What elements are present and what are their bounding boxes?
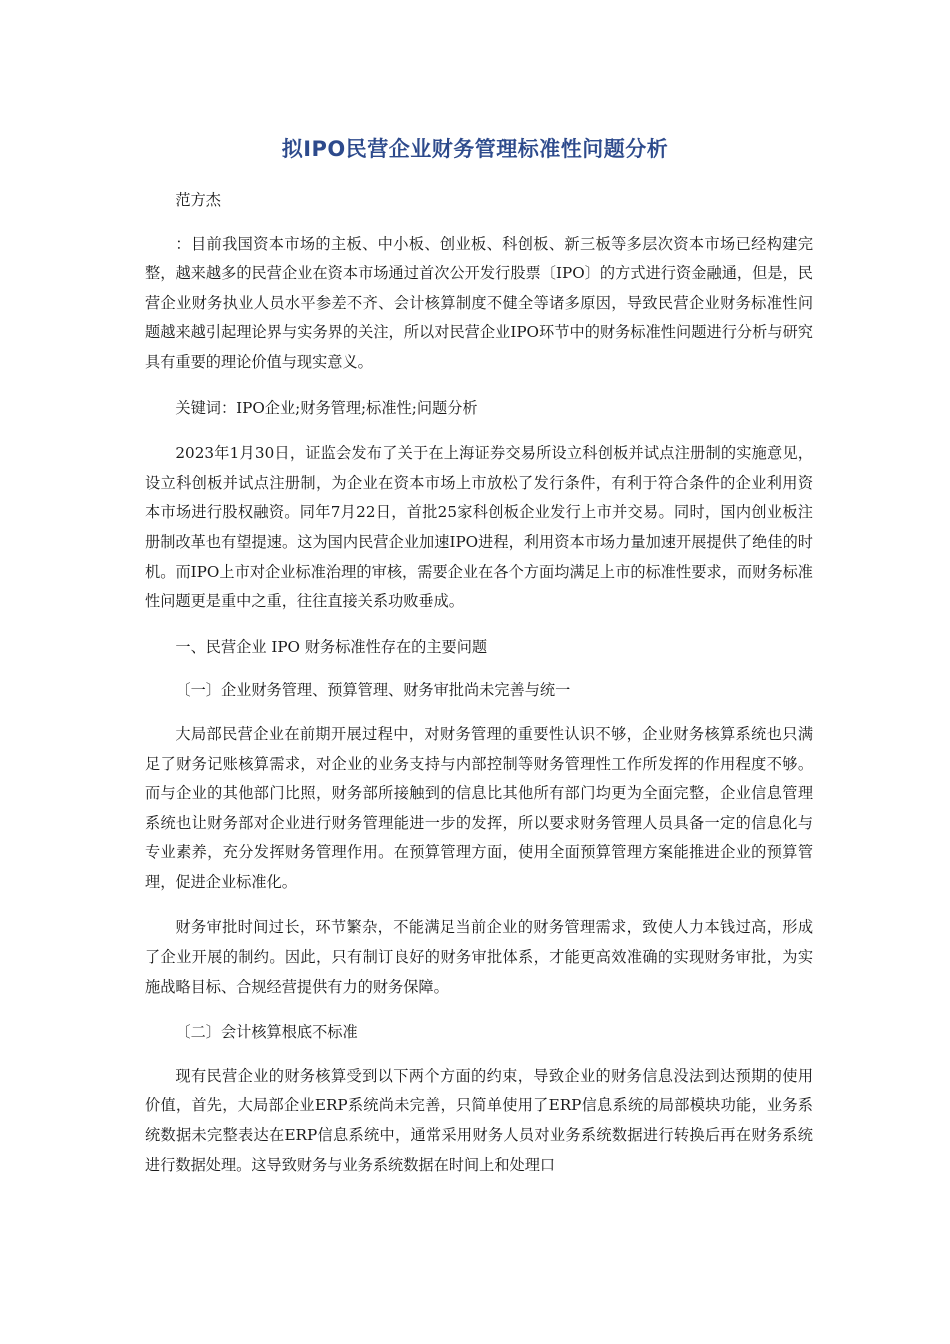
subsection-heading-1: 〔一〕企业财务管理、预算管理、财务审批尚未完善与统一 <box>175 681 571 700</box>
body-paragraph: 大局部民营企业在前期开展过程中，对财务管理的重要性认识不够，企业财务核算系统也只满足了财务记账核算需求，对企业的业务支持与内部控制等财务管理性工作所发挥的作用程度不够。而与企业的其他部门比照，财务部所接触到的信息比其他所有部门均更为全面完整，企业信息管理系统也让财务部对企业进行财务管理能进一步的发挥，所以要求财务管理人员具备一定的信息化与专业素养，充分发挥财务管理作用。在预算管理方面，使用全面预算管理方案能推进企业的预算管理，促进企业标准化。 <box>145 724 813 891</box>
section-heading-1: 一、民营企业 IPO 财务标准性存在的主要问题 <box>175 637 488 656</box>
document-body <box>145 186 813 1196</box>
author-name: 范方杰 <box>175 191 221 209</box>
subsection-heading-2: 〔二〕会计核算根底不标准 <box>175 1023 358 1042</box>
keywords-line: 关键词：IPO企业;财务管理;标准性;问题分析 <box>175 398 478 417</box>
intro-paragraph: 2023年1月30日，证监会发布了关于在上海证券交易所设立科创板并试点注册制的实施意见，设立科创板并试点注册制，为企业在资本市场上市放松了发行条件，有利于符合条件的企业利用资本市场进行股权融资。同年7月22日，首批25家科创板企业发行上市并交易。同时，国内创业板注册制改革也有望提速。这为国内民营企业加速IPO进程，利用资本市场力量加速开展提供了绝佳的时机。而IPO上市对企业标准治理的审核，需要企业在各个方面均满足上市的标准性要求，而财务标准性问题更是重中之重，往往直接关系功败垂成。 <box>145 444 813 611</box>
body-paragraph: 现有民营企业的财务核算受到以下两个方面的约束，导致企业的财务信息没法到达预期的使用价值，首先，大局部企业ERP系统尚未完善，只简单使用了ERP信息系统的局部模块功能，业务系统数据未完整表达在ERP信息系统中，通常采用财务人员对业务系统数据进行转换后再在财务系统进行数据处理。这导致财务与业务系统数据在时间上和处理口 <box>145 1066 813 1174</box>
abstract-paragraph: ：目前我国资本市场的主板、中小板、创业板、科创板、新三板等多层次资本市场已经构建完整，越来越多的民营企业在资本市场通过首次公开发行股票〔IPO〕的方式进行资金融通，但是，民营企业财务执业人员水平参差不齐、会计核算制度不健全等诸多原因，导致民营企业财务标准性问题越来越引起理论界与实务界的关注，所以对民营企业IPO环节中的财务标准性问题进行分析与研究具有重要的理论价值与现实意义。 <box>145 234 813 371</box>
body-paragraph: 财务审批时间过长，环节繁杂，不能满足当前企业的财务管理需求，致使人力本钱过高，形成了企业开展的制约。因此，只有制订良好的财务审批体系，才能更高效准确的实现财务审批，为实施战略目标、合规经营提供有力的财务保障。 <box>145 918 813 996</box>
document-title: 拟IPO民营企业财务管理标准性问题分析 <box>281 137 669 161</box>
